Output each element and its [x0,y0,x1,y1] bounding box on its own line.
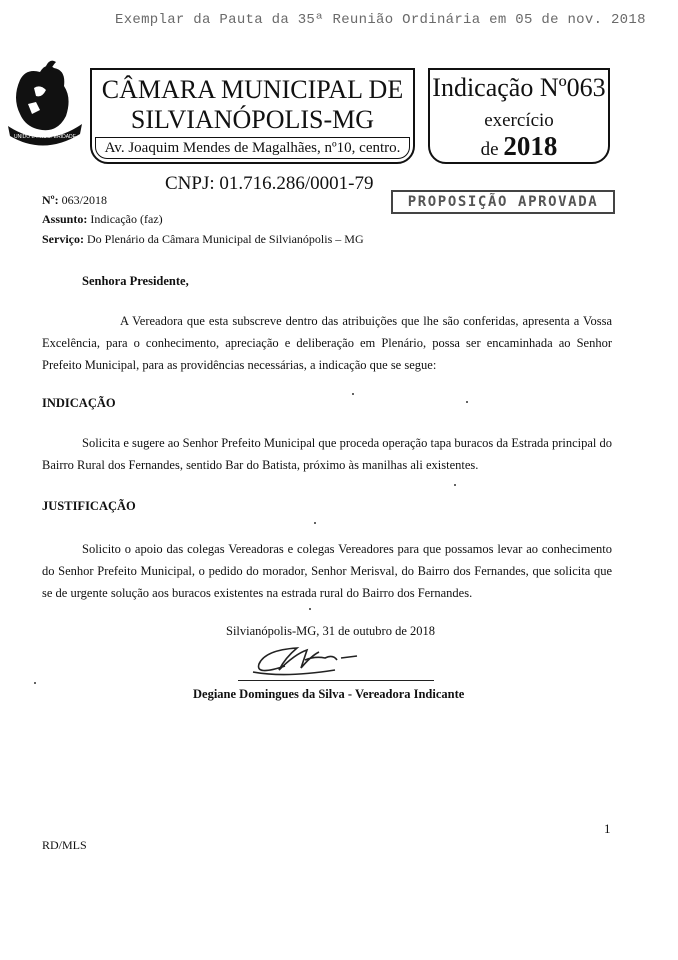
indicacao-number-box [428,68,610,164]
justificacao-text: Solicito o apoio das colegas Vereadoras e colegas Vereadores para que possamos levar ao conhecimento do Senhor Prefeito Municipal, o pedido do morador, Senhor Merisval, do Bairro dos Fernandes, que solicita que se de urgente solução aos buracos existentes na estrada rural do Bairro dos Fernandes. [42,542,612,600]
numero-label: Nº: [42,193,59,207]
chamber-name-line2: SILVIANÓPOLIS-MG [130,105,375,134]
chamber-name-line1: CÂMARA MUNICIPAL DE [101,75,404,104]
exercicio-year: 2018 [503,131,558,161]
chamber-name-box [90,68,415,164]
intro-paragraph: A Vereadora que esta subscreve dentro das atribuições que lhe são conferidas, apresenta a Vossa Excelência, para o conhecimento, apreciação e deliberação em Plenário, possa ser encaminhada ao Senhor Prefeito Municipal, para as providências necessárias, a indicação que se segue: [42,314,612,372]
assunto-label: Assunto: [42,212,88,226]
place-and-date: Silvianópolis-MG, 31 de outubro de 2018 [226,624,436,638]
de-label: de [480,139,499,160]
scan-speck [34,682,36,684]
logo-ribbon-text: UNIDO E PROSPERIDADE [14,134,76,140]
signer-name: Degiane Domingues da Silva - Vereadora Indicante [193,687,465,701]
approved-stamp: PROPOSIÇÃO APROVADA [391,190,615,214]
numero-value: 063/2018 [61,193,107,207]
indicacao-heading: INDICAÇÃO [42,396,116,410]
servico-value: Do Plenário da Câmara Municipal de Silvianópolis – MG [86,232,364,246]
assunto-value: Indicação (faz) [90,212,163,226]
chamber-address: Av. Joaquim Mendes de Magalhães, nº10, centro. [95,137,410,159]
page-number: 1 [604,821,611,836]
handwritten-signature [245,636,430,680]
greeting: Senhora Presidente, [82,274,189,288]
scan-speck [352,393,354,395]
signature-line [238,680,434,681]
exercicio-year-line [430,132,608,164]
indicacao-text: Solicita e sugere ao Senhor Prefeito Municipal que proceda operação tapa buracos da Estrada principal do Bairro Rural dos Fernandes, sentido Bar do Batista, próximo às manilhas ali existentes. [42,436,613,472]
scan-speck [454,484,456,486]
municipal-coat-of-arms-logo [6,58,84,148]
scan-speck [309,608,311,610]
meta-assunto [42,212,163,227]
exercicio-label: exercício [484,110,554,131]
scan-speck [314,522,316,524]
servico-label: Serviço: [42,232,84,246]
meta-numero [42,193,107,208]
pauta-stamp: Exemplar da Pauta da 35ª Reunião Ordinária em 05 de nov. 2018 [115,12,646,28]
cnpj: CNPJ: 01.716.286/0001-79 [165,173,374,194]
indicacao-number: Indicação Nº063 [432,73,606,102]
meta-servico [42,232,364,247]
justificacao-heading: JUSTIFICAÇÃO [42,499,136,513]
footer-initials: RD/MLS [42,838,87,852]
scan-speck [466,401,468,403]
